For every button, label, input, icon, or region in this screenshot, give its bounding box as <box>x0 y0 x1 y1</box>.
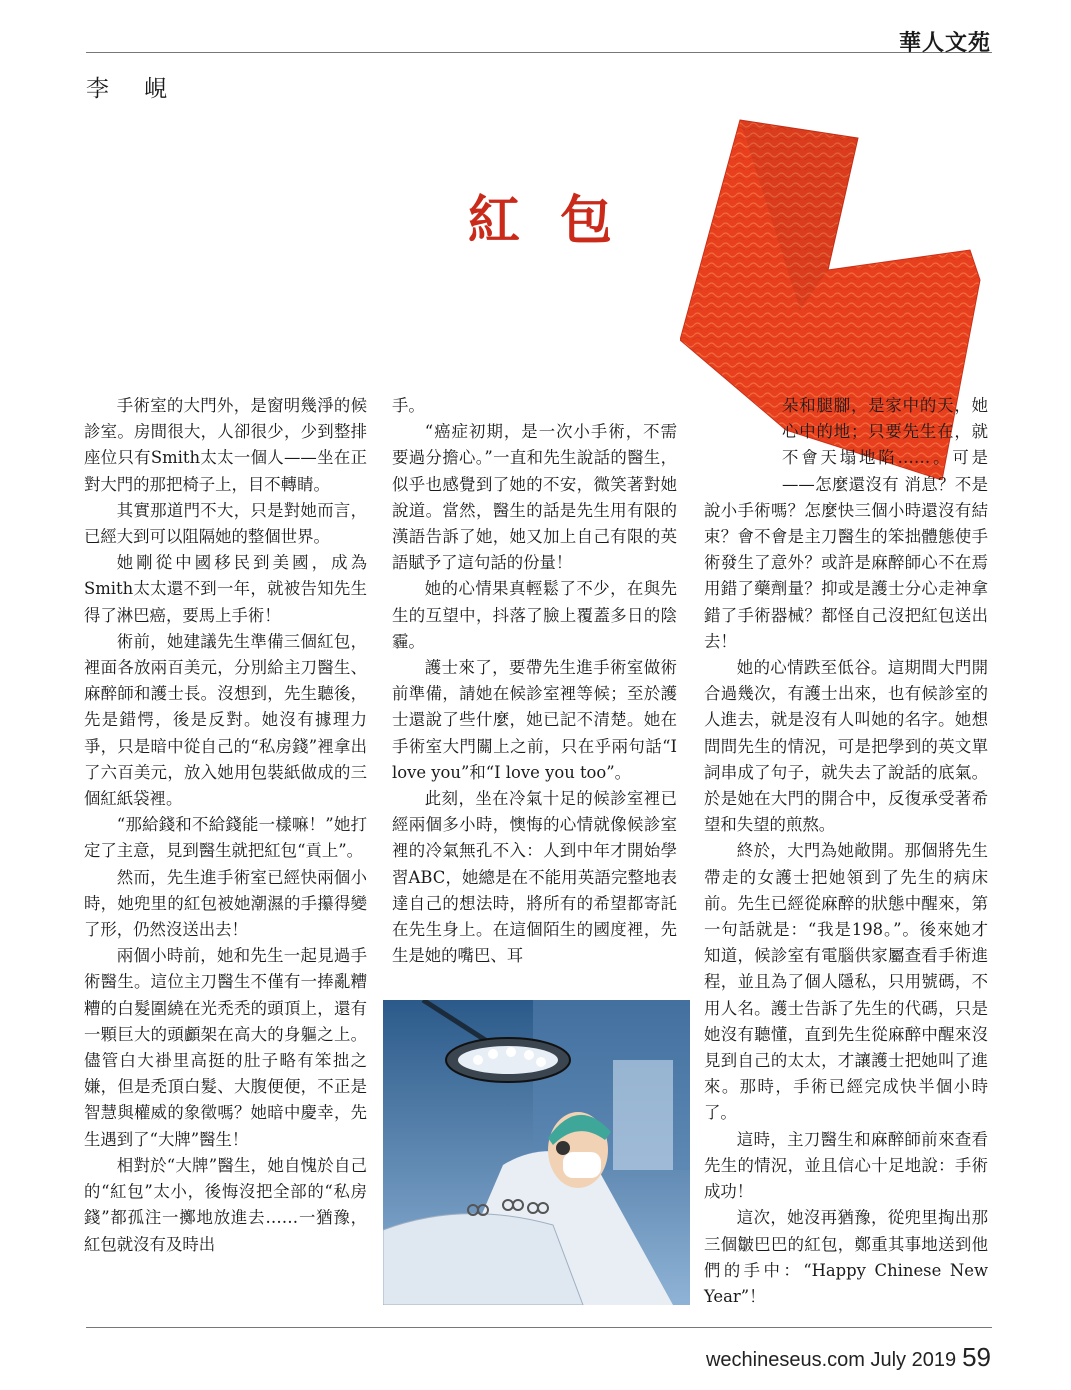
article-column-3 <box>704 393 988 1310</box>
paragraph: 朵和腿腳，是家中的天，她心中的地；只要先生在，就不會天塌地陷……。可是——怎麼還沒有 消息？不是說小手術嗎？怎麼快三個小時還沒有結束？會不會是主刀醫生的笨拙體態使手術發生了意外？或許是麻醉師心不在焉用錯了藥劑量？抑或是護士分心走神拿錯了手術器械？都怪自己沒把紅包送出去！ <box>704 396 988 651</box>
paragraph: 然而，先生進手術室已經快兩個小時，她兜里的紅包被她潮濕的手攥得變了形，仍然沒送出去！ <box>84 867 367 940</box>
paragraph: 手。 <box>392 396 425 415</box>
footer-rule <box>86 1327 992 1328</box>
paragraph: 此刻，坐在冷氣十足的候診室裡已經兩個多小時，懊悔的心情就像候診室裡的冷氣無孔不入：人到中年才開始學習ABC，她總是在不能用英語完整地表達自己的想法時，將所有的希望都寄託在先生身上。在這個陌生的國度裡，先生是她的嘴巴、耳 <box>392 789 677 966</box>
paragraph: “癌症初期，是一次小手術，不需要過分擔心。”一直和先生說話的醫生，似乎也感覺到了她的不安，微笑著對她說道。當然，醫生的話是先生用有限的漢語告訴了她，她又加上自己有限的英語賦予了這句話的份量！ <box>392 422 677 573</box>
footer-site-date: wechineseus.com July 2019 <box>705 1349 957 1371</box>
magazine-name: 華人文苑 <box>898 30 991 56</box>
paragraph: 終於，大門為她敞開。那個將先生帶走的女護士把她領到了先生的病床前。先生已經從麻醉的狀態中醒來，第一句話就是：“我是198。”。後來她才知道，候診室有電腦供家屬查看手術進程，並且為了個人隱私，只用號碼，不用人名。護士告訴了先生的代碼，只是她沒有聽懂，直到先生從麻醉中醒來沒見到自己的太太，才讓護士把她叫了進來。那時，手術已經完成快半個小時了。 <box>704 841 988 1123</box>
paragraph: 術前，她建議先生準備三個紅包，裡面各放兩百美元，分別給主刀醫生、麻醉師和護士長。沒想到，先生聽後，先是錯愕，後是反對。她沒有據理力爭，只是暗中從自己的“私房錢”裡拿出了六百美元，放入她用包裝紙做成的三個紅紙袋裡。 <box>84 631 367 809</box>
surgery-illustration <box>383 1000 690 1305</box>
header-rule <box>86 52 992 53</box>
paragraph: 這時，主刀醫生和麻醉師前來查看先生的情況，並且信心十足地說：手術成功！ <box>704 1129 988 1202</box>
article-column-1 <box>84 393 367 1258</box>
article-title: 紅包 <box>468 190 653 251</box>
paragraph: 其實那道門不大，只是對她而言，已經大到可以阻隔她的整個世界。 <box>84 500 367 547</box>
footer <box>706 1342 991 1373</box>
paragraph: 兩個小時前，她和先生一起見過手術醫生。這位主刀醫生不僅有一捧亂糟糟的白髮圍繞在光禿禿的頭頂上，還有一顆巨大的頭顱架在高大的身軀之上。儘管白大褂里高挺的肚子略有笨拙之嫌，但是禿頂白髮、大腹便便，不正是智慧與權威的象徵嗎？她暗中慶幸，先生遇到了“大牌”醫生！ <box>84 946 367 1149</box>
paragraph: 她剛從中國移民到美國，成為Smith太太還不到一年，就被告知先生得了淋巴癌，要馬上手術！ <box>84 553 367 625</box>
page-number: 59 <box>962 1342 991 1372</box>
article-column-2 <box>392 393 677 969</box>
paragraph: 她的心情跌至低谷。這期間大門開合過幾次，有護士出來，也有候診室的人進去，就是沒有人叫她的名字。她想問問先生的情況，可是把學到的英文單詞串成了句子，就失去了說話的底氣。於是她在大門的開合中，反復承受著希望和失望的煎熬。 <box>704 658 988 835</box>
paragraph: 相對於“大牌”醫生，她自愧於自己的“紅包”太小，後悔沒把全部的“私房錢”都孤注一擲地放進去……一猶豫，紅包就沒有及時出 <box>84 1155 367 1254</box>
paragraph: “那給錢和不給錢能一樣嘛！”她打定了主意，見到醫生就把紅包“貢上”。 <box>84 815 367 861</box>
author-name: 李 峴 <box>86 76 182 102</box>
paragraph: 護士來了，要帶先生進手術室做術前準備，請她在候診室裡等候；至於護士還說了些什麼，她已記不清楚。她在手術室大門關上之前，只在乎兩句話“I love you”和“I love you too”。 <box>392 658 677 782</box>
paragraph: 手術室的大門外，是窗明幾淨的候診室。房間很大，人卻很少，少到整排座位只有Smith太太一個人——坐在正對大門的那把椅子上，目不轉睛。 <box>84 396 367 494</box>
paragraph: 這次，她沒再猶豫，從兜里掏出那三個皺巴巴的紅包，鄭重其事地送到他們的手中：“Happy Chinese New Year”！ <box>704 1208 988 1306</box>
envelope-wrap-space <box>704 393 782 485</box>
paragraph: 她的心情果真輕鬆了不少，在與先生的互望中，抖落了臉上覆蓋多日的陰霾。 <box>392 579 677 651</box>
